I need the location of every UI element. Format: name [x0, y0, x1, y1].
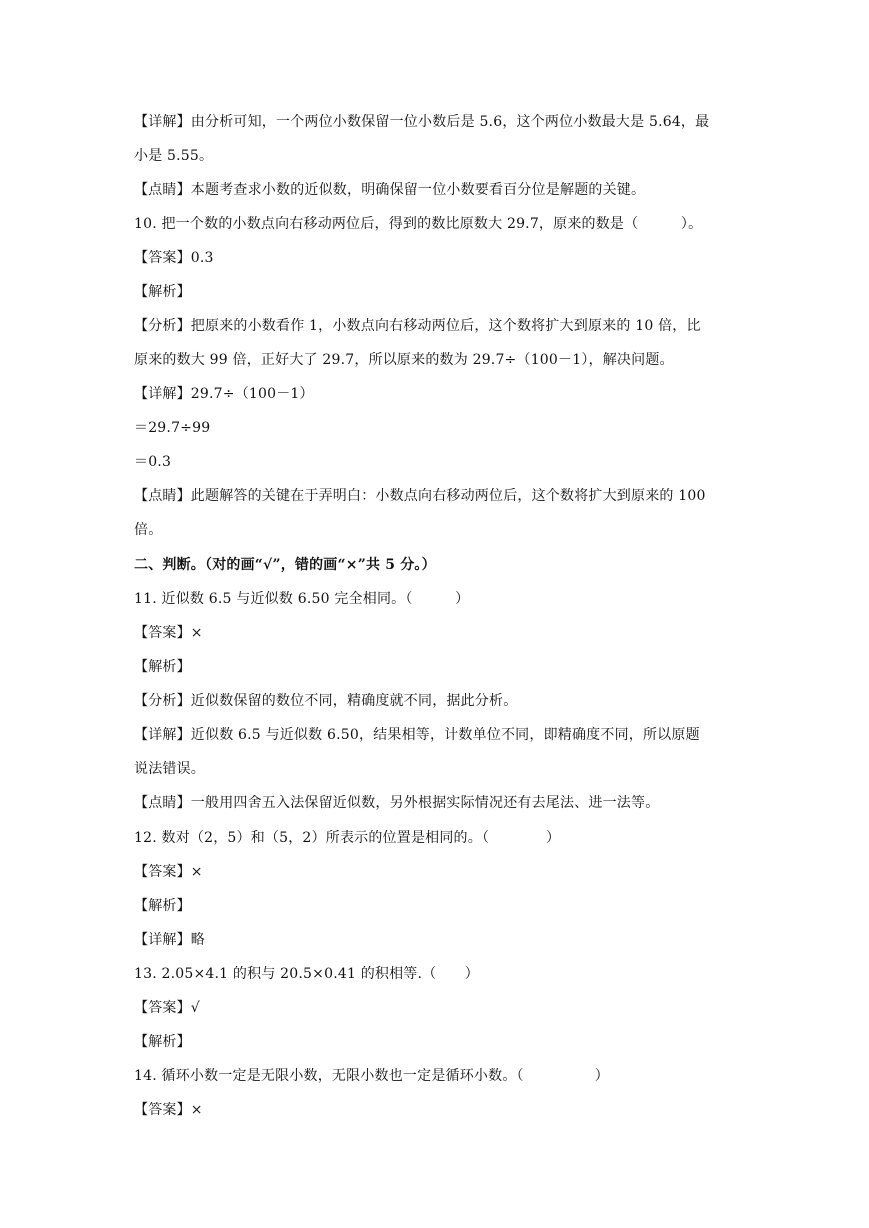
answer-line: 【答案】√	[134, 1000, 200, 1016]
equation-line: ＝0.3	[134, 454, 172, 470]
section-heading: 二、判断。（对的画“√”，错的画“×”共 5 分。）	[134, 557, 436, 573]
detail-line: 【详解】由分析可知，一个两位小数保留一位小数后是 5.6，这个两位小数最大是 5.64，最	[134, 114, 710, 130]
analysis-line: 【分析】近似数保留的数位不同，精确度就不同，据此分析。	[134, 693, 518, 709]
note-line: 【点睛】一般用四舍五入法保留近似数，另外根据实际情况还有去尾法、进一法等。	[134, 795, 660, 811]
question-13: 13. 2.05×4.1 的积与 20.5×0.41 的积相等.（ ）	[134, 966, 479, 982]
question-12: 12. 数对（2，5）和（5，2）所表示的位置是相同的。（ ）	[134, 830, 561, 846]
detail-line-continued: 小是 5.55。	[134, 148, 214, 164]
note-line-continued: 倍。	[134, 522, 163, 538]
detail-line: 【详解】近似数 6.5 与近似数 6.50，结果相等，计数单位不同，即精确度不同，所以原题	[134, 727, 700, 743]
note-line: 【点睛】本题考查求小数的近似数，明确保留一位小数要看百分位是解题的关键。	[134, 182, 646, 198]
question-11: 11. 近似数 6.5 与近似数 6.50 完全相同。（ ）	[134, 591, 470, 607]
equation-line: ＝29.7÷99	[134, 420, 211, 436]
note-line: 【点睛】此题解答的关键在于弄明白：小数点向右移动两位后，这个数将扩大到原来的 100	[134, 488, 706, 504]
analysis-heading: 【解析】	[134, 1034, 191, 1050]
analysis-heading: 【解析】	[134, 898, 191, 914]
detail-line: 【详解】略	[134, 932, 205, 948]
detail-line: 【详解】29.7÷（100－1）	[134, 386, 314, 402]
analysis-line-continued: 原来的数大 99 倍，正好大了 29.7，所以原来的数为 29.7÷（100－1），解决问题。	[134, 352, 674, 368]
answer-line: 【答案】×	[134, 625, 203, 641]
analysis-heading: 【解析】	[134, 659, 191, 675]
analysis-heading: 【解析】	[134, 284, 191, 300]
detail-line-continued: 说法错误。	[134, 761, 205, 777]
question-10: 10. 把一个数的小数点向右移动两位后，得到的数比原数大 29.7，原来的数是（ ）。	[134, 216, 703, 232]
answer-line: 【答案】×	[134, 864, 203, 880]
answer-line: 【答案】0.3	[134, 250, 214, 266]
analysis-line: 【分析】把原来的小数看作 1，小数点向右移动两位后，这个数将扩大到原来的 10 倍，比	[134, 318, 701, 334]
question-14: 14. 循环小数一定是无限小数，无限小数也一定是循环小数。（ ）	[134, 1068, 609, 1084]
answer-line: 【答案】×	[134, 1102, 203, 1118]
